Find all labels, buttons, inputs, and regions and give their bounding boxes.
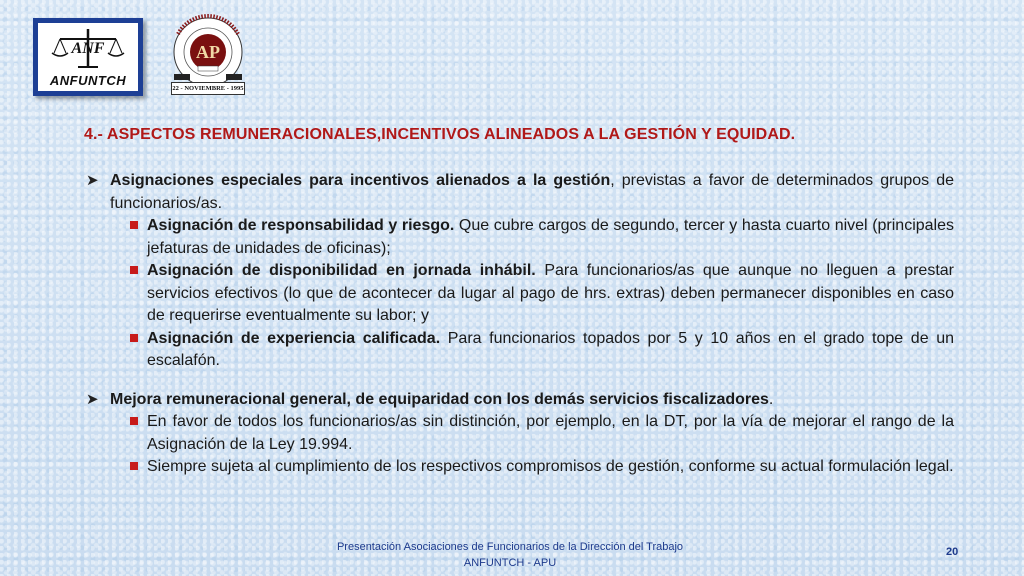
association-seal bbox=[160, 14, 256, 98]
svg-text:ANF: ANF bbox=[71, 40, 105, 57]
square-bullet-icon bbox=[130, 221, 138, 229]
bullet-section-1 bbox=[86, 170, 954, 215]
bullet-bold-text: Mejora remuneracional general, de equiparidad con los demás servicios fiscalizadores bbox=[110, 390, 769, 408]
page-number: 20 bbox=[946, 546, 959, 558]
bullet-bold-text: Asignaciones especiales para incentivos alienados a la gestión bbox=[110, 172, 611, 189]
sub-bullet bbox=[86, 328, 954, 373]
footer-line-1: Presentación Asociaciones de Funcionarios de la Dirección del Trabajo bbox=[336, 541, 684, 553]
sub-bullet bbox=[86, 411, 954, 456]
seal-date: 22 - NOVIEMBRE - 1995 bbox=[171, 82, 245, 95]
slide-heading: 4.- ASPECTOS REMUNERACIONALES,INCENTIVOS ALINEADOS A LA GESTIÓN Y EQUIDAD. bbox=[84, 126, 796, 143]
bullet-section-2 bbox=[86, 389, 954, 412]
sub-bullet bbox=[86, 215, 954, 260]
sub-bullet-text: Que cubre cargos de segundo, tercer y hasta cuarto nivel (principales jefaturas de unidades de oficinas); bbox=[147, 217, 955, 257]
slide-footer bbox=[300, 539, 720, 571]
sub-bullet-bold-text: Asignación de disponibilidad en jornada inhábil. bbox=[147, 262, 536, 279]
sub-bullet-bold-text: Asignación de experiencia calificada. bbox=[147, 329, 441, 347]
bullet-text: . bbox=[768, 390, 774, 408]
footer-line-2: ANFUNTCH - APU bbox=[463, 557, 557, 569]
sub-bullet-text: Para funcionarios/as que aunque no lleguen a prestar servicios efectivos (lo que de acontecer da lugar al pago de hrs. extras) deben permanecer disponibles en caso de requerirse eventualmente su labor; y bbox=[147, 262, 955, 324]
sub-bullet-text: Para funcionarios topados por 5 y 10 años en el grado tope de un escalafón. bbox=[147, 329, 954, 369]
arrowhead-bullet-icon: ➤ bbox=[86, 390, 99, 408]
square-bullet-icon bbox=[130, 334, 138, 342]
sub-bullet-text: Siempre sujeta al cumplimiento de los respectivos compromisos de gestión, conforme su actual formulación legal. bbox=[147, 458, 954, 475]
sub-bullet bbox=[86, 260, 954, 328]
bullet-text: , previstas a favor de determinados grupos de funcionarios/as. bbox=[110, 172, 955, 212]
sub-bullet-text: En favor de todos los funcionarios/as sin distinción, por ejemplo, en la DT, por la vía de mejorar el rango de la Asignación de la Ley 19.994. bbox=[147, 413, 954, 453]
square-bullet-icon bbox=[130, 266, 138, 274]
square-bullet-icon bbox=[130, 417, 138, 425]
square-bullet-icon bbox=[130, 462, 138, 470]
sub-bullet-bold-text: Asignación de responsabilidad y riesgo. bbox=[147, 217, 455, 234]
arrowhead-bullet-icon: ➤ bbox=[86, 172, 99, 189]
logo-label: ANFUNTCH bbox=[49, 73, 127, 88]
svg-text:AP: AP bbox=[196, 42, 220, 62]
anfuntch-logo bbox=[33, 18, 143, 96]
sub-bullet bbox=[86, 456, 954, 479]
slide-content bbox=[86, 170, 954, 479]
